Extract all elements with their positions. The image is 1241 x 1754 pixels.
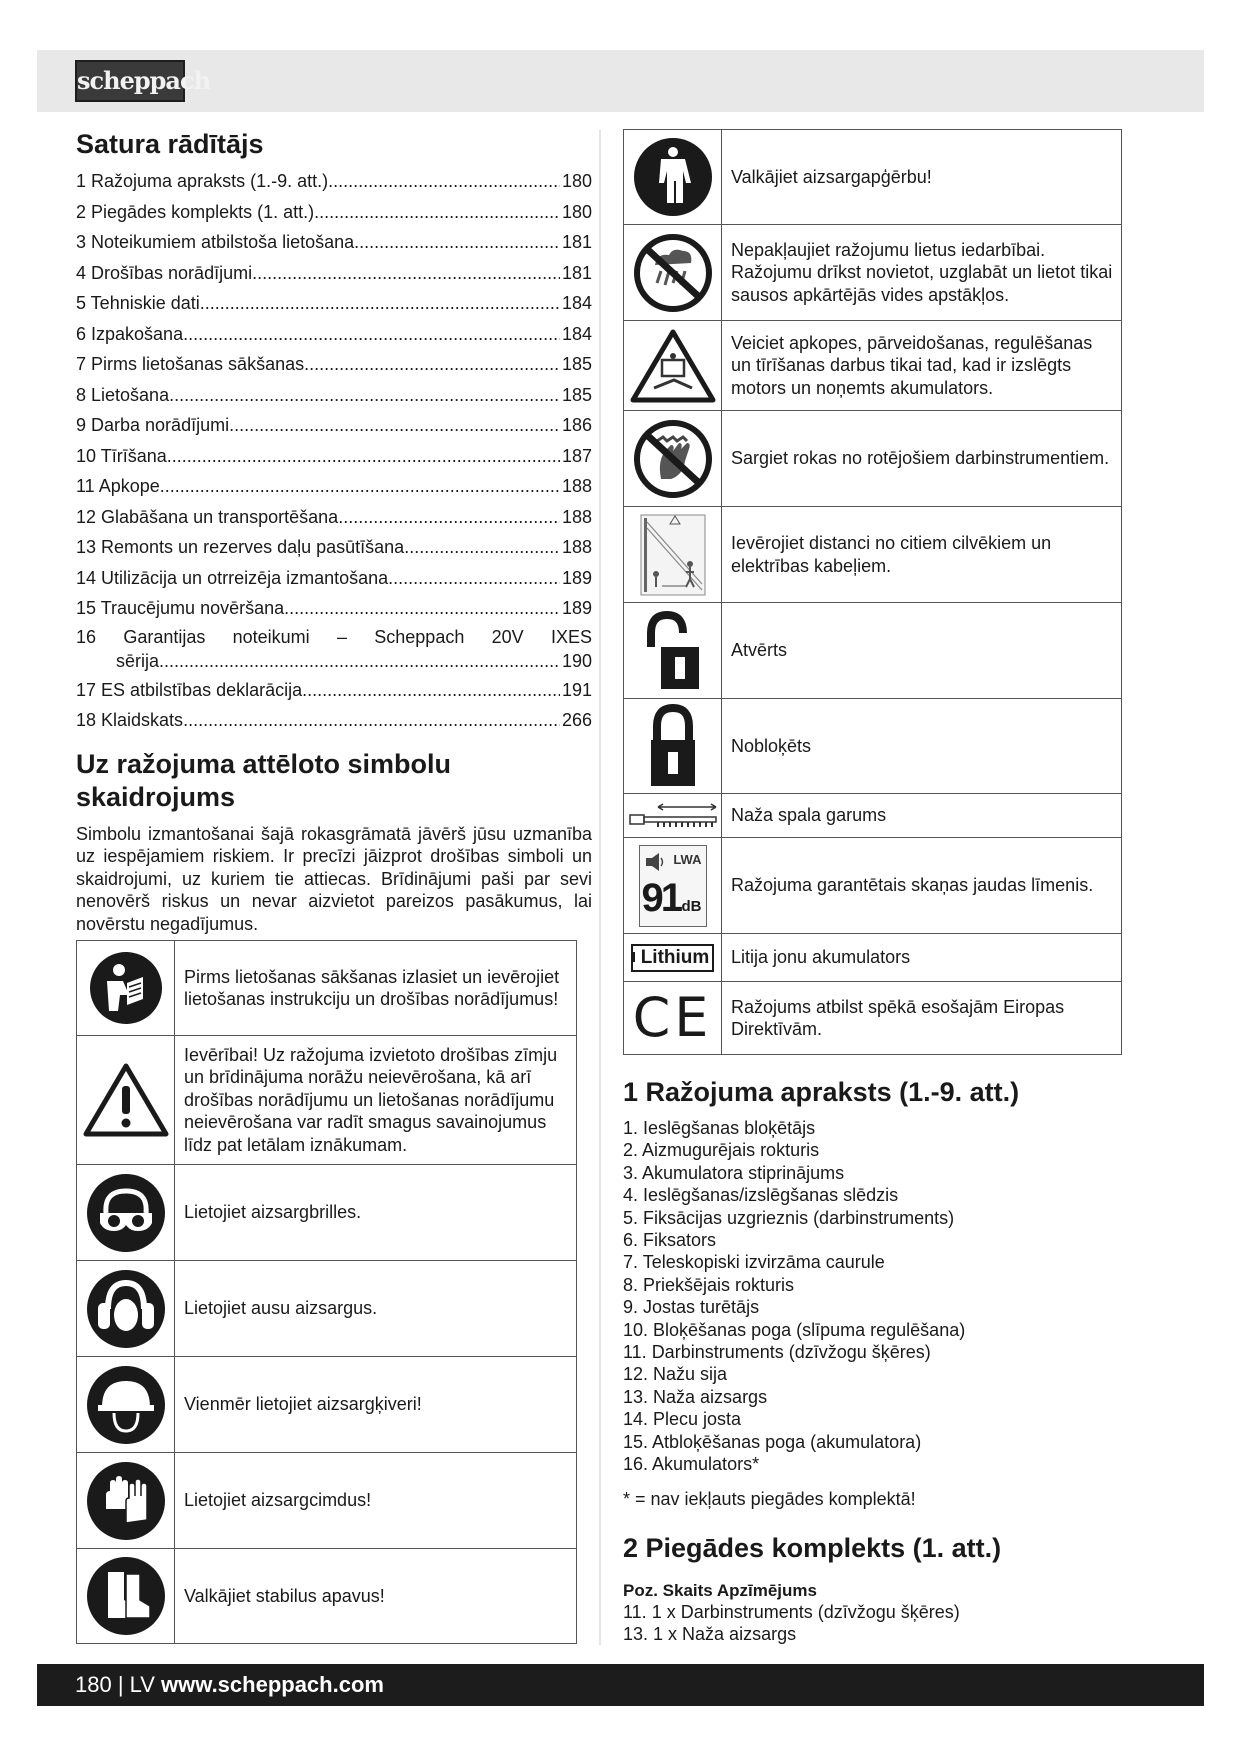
description-title: 1 Ražojuma apraksts (1.-9. att.) [623,1077,1020,1107]
sound-badge-unit: dB [681,897,702,915]
battery-terminal [631,952,635,962]
table-row [624,699,1122,794]
list-item: 12. Nažu sija [623,1364,728,1385]
table-row [624,321,1122,411]
list-item: 5. Fiksācijas uzgrieznis (darbinstruments) [623,1207,955,1228]
footnote: * = nav iekļauts piegādes komplektā! [623,1488,916,1509]
symbol-text: Naža spala garums [722,794,1122,838]
table-row [77,1549,577,1644]
symbol-text: Ražojuma garantētais skaņas jaudas līmenis. [722,838,1122,934]
list-item: 3. Akumulatora stiprinājums [623,1162,845,1183]
toc-item[interactable]: 14 Utilizācija un otrreizēja izmantošana ..... 189 [76,563,592,594]
table-row [77,1453,577,1549]
symbol-text: Valkājiet aizsargapģērbu! [722,130,1122,225]
toc-item[interactable]: 8 Lietošana ..... 185 [76,380,592,411]
list-item: 16. Akumulators* [623,1454,760,1475]
toc-item[interactable]: 3 Noteikumiem atbilstoša lietošana ..... 181 [76,227,592,258]
table-row [77,1036,577,1165]
list-item: 7. Teleskopiski izvirzāma caurule [623,1252,885,1273]
toc-item[interactable]: 2 Piegādes komplekts (1. att.) ..... 180 [76,197,592,228]
toc-title: Satura rādītājs [76,129,264,159]
list-item: 11. 1 x Darbinstruments (dzīvžogu šķēres) [623,1601,960,1622]
table-of-contents [76,166,592,736]
table-row [77,1357,577,1453]
footer-bar [37,1664,1204,1706]
toc-item[interactable]: 17 ES atbilstības deklarācija ..... 191 [76,675,592,706]
symbol-text: Atvērts [722,603,1122,699]
list-item: 13. Naža aizsargs [623,1386,768,1407]
list-item: 6. Fiksators [623,1230,717,1251]
ear-protection-icon [77,1261,175,1357]
safety-boots-icon [77,1549,175,1644]
description-section [623,1076,1123,1645]
scheppach-logo: scheppach [75,60,185,102]
symbol-text: Lietojiet aizsargbrilles. [175,1165,577,1261]
read-manual-icon [77,941,175,1036]
blade-length-icon [624,794,722,838]
header-bar [37,50,1204,112]
table-row [624,411,1122,507]
table-row [624,982,1122,1055]
symbol-text: Ievērojiet distanci no citiem cilvēkiem un elektrības kabeļiem. [722,507,1122,603]
helmet-icon [77,1357,175,1453]
toc-item[interactable]: 13 Remonts un rezerves daļu pasūtīšana ..... 188 [76,532,592,563]
toc-item[interactable]: 7 Pirms lietošanas sākšanas ..... 185 [76,349,592,380]
toc-item[interactable]: 1 Ražojuma apraksts (1.-9. att.) ..... 180 [76,166,592,197]
table-row [624,130,1122,225]
symbol-text: Ražojums atbilst spēkā esošajām Eiropas Direktīvām. [722,982,1122,1055]
sound-badge-value: 91 [641,875,680,920]
toc-item[interactable]: 12 Glabāšana un transportēšana ..... 188 [76,502,592,533]
list-item: 9. Jostas turētājs [623,1297,760,1318]
list-item: 11. Darbinstruments (dzīvžogu šķēres) [623,1342,931,1363]
table-row [624,934,1122,982]
list-item: 14. Plecu josta [623,1409,742,1430]
table-row [624,225,1122,321]
column-divider [599,130,601,1645]
warning-triangle-icon [77,1036,175,1165]
symbols-table-left [76,940,577,1644]
table-row [77,1261,577,1357]
symbol-text: Nobloķēts [722,699,1122,794]
symbol-text: Sargiet rokas no rotējošiem darbinstrumentiem. [722,411,1122,507]
sound-badge-lwa: LWA [673,851,702,867]
symbol-text: Veiciet apkopes, pārveidošanas, regulēšanas un tīrīšanas darbus tikai tad, kad ir izslēgts motors un noņemts akumulators. [722,321,1122,411]
toc-item[interactable]: 16 Garantijas noteikumi – Scheppach 20V IXES sērija ..... 190 [76,624,592,675]
table-row [624,838,1122,934]
scope-title: 2 Piegādes komplekts (1. att.) [623,1532,1002,1563]
table-row [77,1165,577,1261]
symbol-text: Litija jonu akumulators [722,934,1122,982]
list-item: 8. Priekšējais rokturis [623,1274,795,1295]
protective-clothing-icon [624,130,722,225]
parts-list [623,1117,1123,1476]
toc-item[interactable]: 6 Izpakošana ..... 184 [76,319,592,350]
page-number: 180 | LV [75,1672,162,1697]
scope-list [623,1601,1123,1645]
maintenance-warning-icon [624,321,722,411]
toc-item[interactable]: 15 Traucējumu novēršana ..... 189 [76,593,592,624]
symbols-title: Uz ražojuma attēloto simbolu skaidrojums [76,748,452,812]
list-item: 13. 1 x Naža aizsargs [623,1623,797,1644]
table-row [624,603,1122,699]
symbol-text: Nepakļaujiet ražojumu lietus iedarbībai. Ražojumu drīkst novietot, uzglabāt un lietot tikai sausos apkārtējās vides apstākļos. [722,225,1122,321]
table-row [624,507,1122,603]
footer-text [75,1664,384,1706]
symbol-text: Lietojiet ausu aizsargus. [175,1261,577,1357]
toc-item[interactable]: 4 Drošības norādījumi ..... 181 [76,258,592,289]
ce-mark-icon [624,982,722,1055]
safety-goggles-icon [77,1165,175,1261]
toc-item[interactable]: 10 Tīrīšana ..... 187 [76,441,592,472]
toc-item[interactable]: 9 Darba norādījumi ..... 186 [76,410,592,441]
ce-mark-text: CE [632,986,713,1049]
speaker-icon [644,850,668,874]
left-column [76,128,592,935]
symbol-text: Lietojiet aizsargcimdus! [175,1453,577,1549]
lithium-battery-icon [624,934,722,982]
symbol-text: Vienmēr lietojiet aizsargķiveri! [175,1357,577,1453]
list-item: 15. Atbloķēšanas poga (akumulatora) [623,1431,922,1452]
list-item: 10. Bloķēšanas poga (slīpuma regulēšana) [623,1319,966,1340]
list-item: 2. Aizmugurējais rokturis [623,1140,820,1161]
symbols-table-right [623,129,1122,1055]
lithium-badge-text: Lithium [640,946,710,968]
toc-item[interactable]: 18 Klaidskats ..... 266 [76,705,592,736]
distance-cables-icon [624,507,722,603]
no-rain-icon [624,225,722,321]
table-row [624,794,1122,838]
locked-icon [624,699,722,794]
toc-item[interactable]: 5 Tehniskie dati ..... 184 [76,288,592,319]
symbol-text: Pirms lietošanas sākšanas izlasiet un ievērojiet lietošanas instrukciju un drošības norādījumus! [175,941,577,1036]
toc-item[interactable]: 11 Apkope ..... 188 [76,471,592,502]
list-item: 4. Ieslēgšanas/izslēgšanas slēdzis [623,1185,899,1206]
table-row [77,941,577,1036]
no-hands-icon [624,411,722,507]
symbol-text: Valkājiet stabilus apavus! [175,1549,577,1644]
symbols-intro: Simbolu izmantošanai šajā rokasgrāmatā jāvērš jūsu uzmanība uz iespējamiem riskiem. Ir precīzi jāizprot drošības simboli un skaidrojumi, uz kuriem tie attiecas. Brīdinājumi paši par sevi nenovērš riskus un nevar aizvietot pareizos pasākumus, lai novērstu negadījumus. [76,823,592,934]
list-item: 1. Ieslēgšanas bloķētājs [623,1118,816,1138]
sound-level-icon [624,838,722,934]
footer-url-link[interactable]: www.scheppach.com [161,1672,384,1697]
unlocked-icon [624,603,722,699]
scope-header: Poz. Skaits Apzīmējums [623,1580,817,1600]
gloves-icon [77,1453,175,1549]
symbol-text: Ievērībai! Uz ražojuma izvietoto drošības zīmju un brīdinājuma norāžu neievērošana, kā arī drošības norādījumu un lietošanas norādījumu neievērošana var radīt smagus savainojumus līdz pat letālam iznākumam. [175,1036,577,1165]
